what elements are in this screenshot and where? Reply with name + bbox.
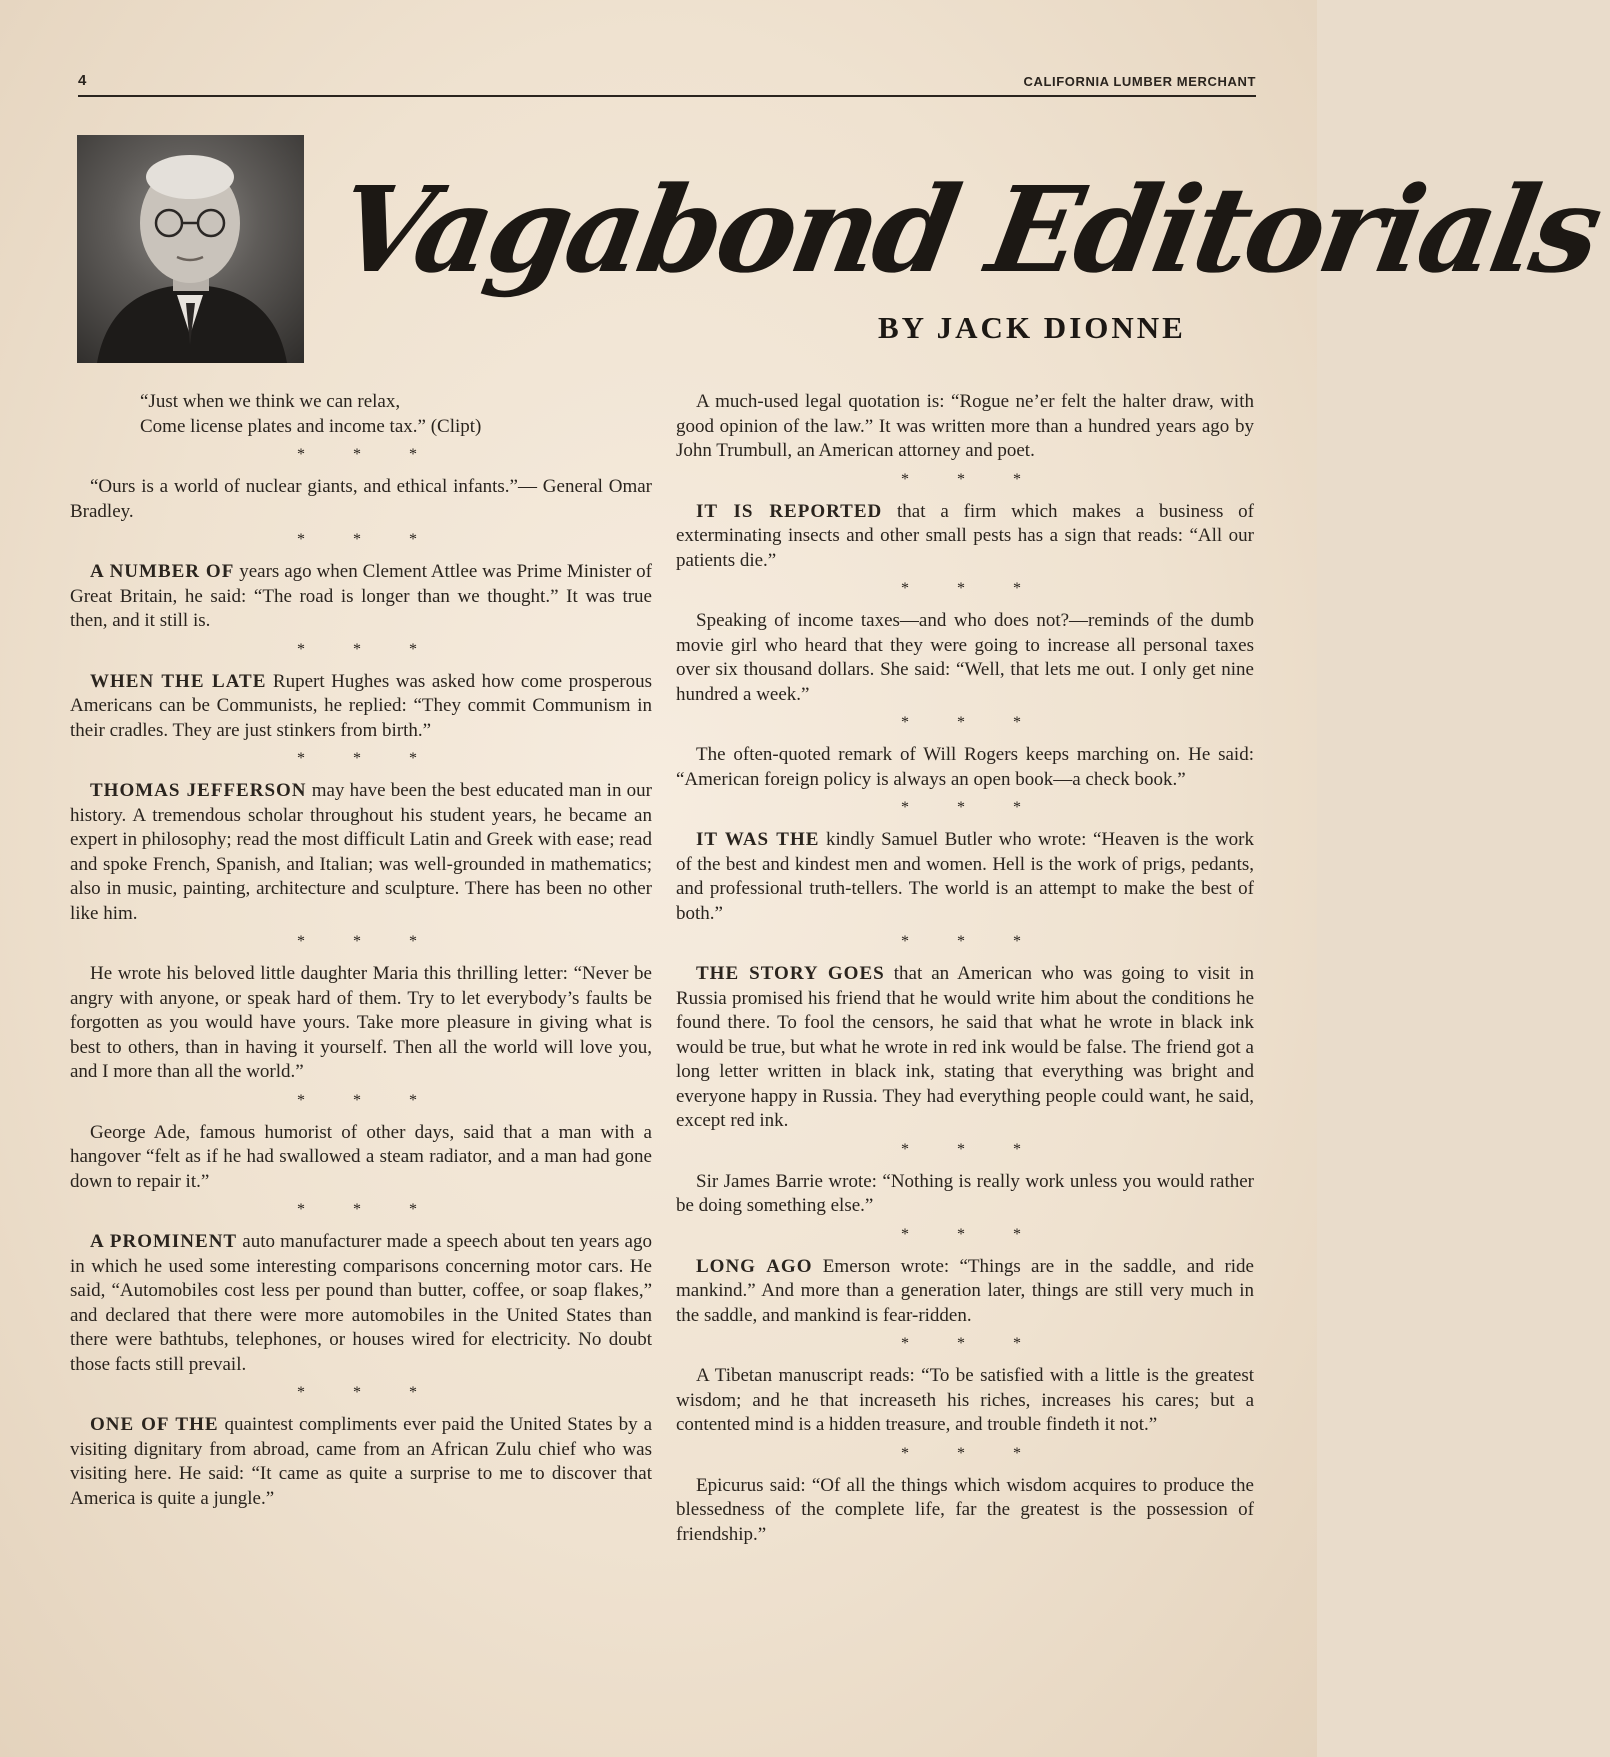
paragraph: “Ours is a world of nuclear giants, and ethical infants.”— General Omar Bradley. [70,476,652,522]
lead-in: WHEN THE LATE [90,670,267,692]
section-separator: * * * [297,446,439,463]
section-separator: * * * [901,799,1043,816]
masthead-title: Vagabond Editorials [327,160,1609,299]
paragraph-text: that an American who was going to visit in Russia promised his friend that he would write him about the conditions he found there. To fool the censors, he said that what he wrote in black ink would be true, but what he wrote in red ink would be false. The friend got a long letter written in black ink, stating that everything was bright and everyone happy in Russia. They had everything people could want, he said, except red ink. [676,963,1255,1131]
magazine-name: CALIFORNIA LUMBER MERCHANT [1023,74,1256,89]
lead-in: LONG AGO [696,1255,813,1277]
paragraph: George Ade, famous humorist of other days, said that a man with a hangover “felt as if he had swallowed a steam radiator, and a man had gone down to repair it.” [70,1121,652,1192]
lead-in: THE STORY GOES [696,963,885,984]
portrait-photo [77,135,304,363]
paragraph [676,962,1254,1134]
section-separator: * * * [901,1335,1043,1352]
lead-in: THOMAS JEFFERSON [90,780,307,801]
paragraph: He wrote his beloved little daughter Maria this thrilling letter: “Never be angry with anyone, or speak hard of them. Try to let everybody’s faults be forgotten as you would have yours. Take more pleasure in giving what is best to others, than in having it yourself. Then all the world will love you, and I more than all the world.” [70,963,652,1082]
paragraph-text: quaintest compliments ever paid the United States by a visiting dignitary from abroad, came from an African Zulu chief who was visiting here. He said: “It came as quite a surprise to me to discover that America is quite a jungle.” [70,1414,652,1509]
paragraph-text: kindly Samuel Butler who wrote: “Heaven is the work of the best and kindest men and women. Hell is the work of prigs, pedants, and professional truth-tellers. The world is an attempt to make the best of both.” [676,829,1255,924]
paragraph [676,1255,1254,1329]
lead-in: IT IS REPORTED [696,500,883,522]
section-separator: * * * [901,580,1043,597]
section-separator: * * * [901,933,1043,950]
section-separator: * * * [901,714,1043,731]
paragraph [70,560,652,634]
paragraph [70,779,652,926]
paragraph-text: Rupert Hughes was asked how come prosperous Americans can be Communists, he replied: “They commit Communism in their cradles. They are just stinkers from birth.” [70,670,652,741]
section-separator: * * * [297,1201,439,1218]
header-rule [78,95,1256,97]
section-separator: * * * [297,750,439,767]
section-separator: * * * [901,1225,1043,1243]
verse-line-2: Come license plates and income tax.” (Clipt) [140,415,482,437]
section-separator: * * * [901,470,1043,488]
right-column [676,390,1254,1547]
section-separator: * * * [901,1140,1043,1158]
paragraph: A Tibetan manuscript reads: “To be satisfied with a little is the greatest wisdom; and he that increaseth his riches, increases his cares; but a contented mind is a hidden treasure, and trouble findeth it not.” [676,1365,1254,1435]
paragraph-text: may have been the best educated man in our history. A tremendous scholar throughout his student years, he became an expert in philosophy; read the most difficult Latin and Greek with ease; read and spoke French, Spanish, and Italian; was well-grounded in mathematics; also in music, painting, architecture and sculpture. There has been no other like him. [70,780,652,924]
page-number: 4 [78,72,87,89]
paragraph [70,1413,652,1511]
lead-in: ONE OF THE [90,1414,219,1435]
section-separator: * * * [297,1091,439,1109]
paragraph: Sir James Barrie wrote: “Nothing is really work unless you would rather be doing something else.” [676,1170,1254,1216]
byline: BY JACK DIONNE [878,310,1186,345]
paragraph-text: years ago when Clement Attlee was Prime Minister of Great Britain, he said: “The road is longer than we thought.” It was true then, and it still is. [70,561,653,631]
paragraph: Epicurus said: “Of all the things which wisdom acquires to produce the blessedness of the complete life, far the greatest is the possession of friendship.” [676,1474,1254,1545]
section-separator: * * * [901,1444,1043,1462]
paragraph-text: Emerson wrote: “Things are in the saddle, and ride mankind.” And more than a generation later, things are still very much in the saddle, and mankind is fear-ridden. [676,1255,1254,1326]
lead-in: IT WAS THE [696,829,820,850]
running-header [78,70,1256,94]
paragraph: Speaking of income taxes—and who does not?—reminds of the dumb movie girl who heard that they were going to increase all personal taxes over six thousand dollars. She said: “Well, that lets me out. I only get nine hundred a week.” [676,610,1254,705]
left-column [70,390,652,1511]
paragraph [70,670,652,744]
lead-in: A NUMBER OF [90,561,235,582]
author-portrait [77,135,304,363]
section-separator: * * * [297,640,439,658]
verse-line-1: “Just when we think we can relax, [140,391,401,412]
paragraph [70,1230,652,1377]
paragraph: A much-used legal quotation is: “Rogue ne’er felt the halter draw, with good opinion of the law.” It was written more than a hundred years ago by John Trumbull, an American attorney and poet. [676,391,1254,461]
paragraph: The often-quoted remark of Will Rogers keeps marching on. He said: “American foreign policy is always an open book—a check book.” [676,744,1254,790]
paragraph-text: auto manufacturer made a speech about ten years ago in which he used some interesting comparisons concerning motor cars. He said, “Automobiles cost less per pound than butter, coffee, or soap flakes,” and declared that there were more automobiles in the United States than there were bathtubs, telephones, or houses wired for electricity. No doubt those facts still prevail. [70,1231,652,1375]
masthead [327,150,1609,360]
paragraph-text: that a firm which makes a business of exterminating insects and other small pests has a sign that reads: “All our patients die.” [676,500,1254,571]
section-separator: * * * [297,1384,439,1401]
section-separator: * * * [297,933,439,950]
section-separator: * * * [297,531,439,548]
lead-in: A PROMINENT [90,1231,238,1252]
paragraph [676,828,1254,926]
paragraph [676,500,1254,574]
